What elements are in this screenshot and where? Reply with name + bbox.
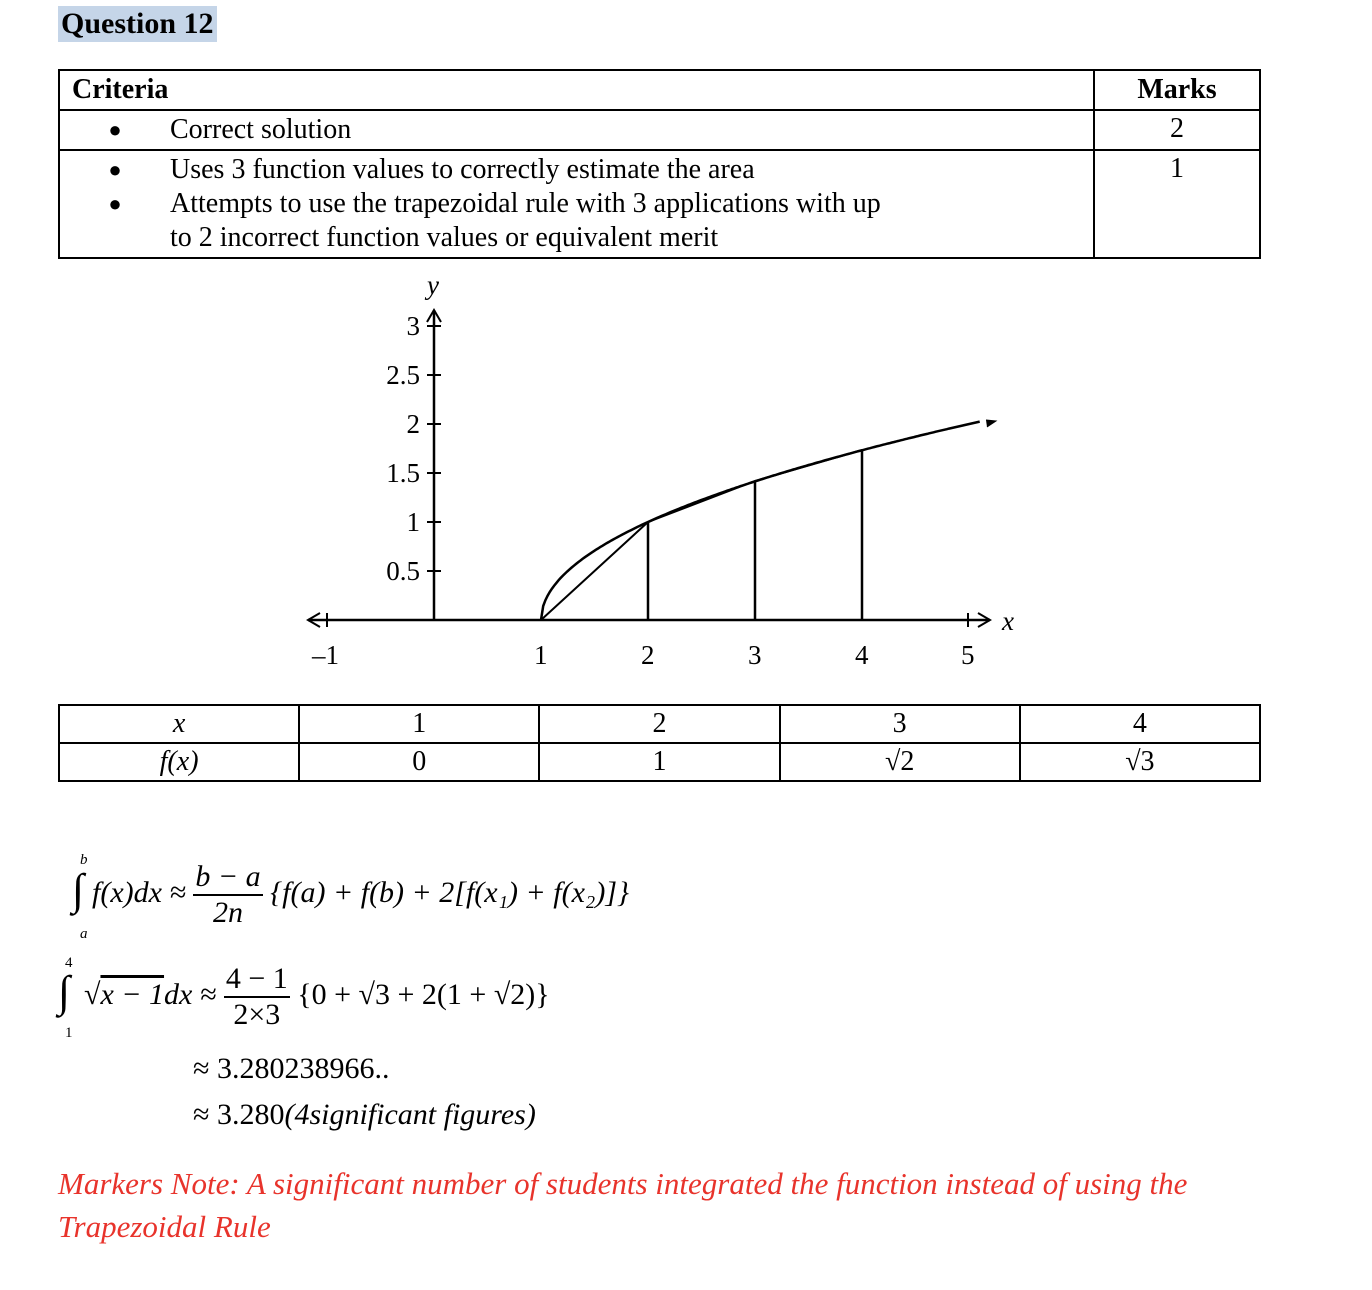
y-tick-label: 2 xyxy=(406,409,420,439)
y-tick-label: 3 xyxy=(406,311,420,341)
y-tick-label: 0.5 xyxy=(386,556,420,586)
x-value: 4 xyxy=(1020,705,1260,743)
x-tick-label: 1 xyxy=(534,640,548,670)
criteria-text: Attempts to use the trapezoidal rule with 3 applications with up to 2 incorrect function values or equivalent merit xyxy=(170,188,881,253)
x-row-label: x xyxy=(59,705,299,743)
x-tick-label: 3 xyxy=(748,640,762,670)
criteria-text: Uses 3 function values to correctly estimate the area xyxy=(170,154,755,185)
app-fraction-denominator: 2×3 xyxy=(233,998,281,1031)
fx-value: √3 xyxy=(1020,743,1260,781)
rule-integrand: f(x)dx ≈ xyxy=(92,875,186,909)
result-line: ≈ 3.280238966.. xyxy=(193,1052,390,1085)
x-tick-label: –1 xyxy=(312,640,339,670)
y-tick-label: 1 xyxy=(406,507,420,537)
fx-values-row xyxy=(59,743,1260,781)
trapezoid-chords xyxy=(541,450,862,620)
app-integrand-root: x − 1 xyxy=(100,977,165,1011)
criteria-cell xyxy=(59,110,1094,150)
app-rhs: {0 + √3 + 2(1 + √2)} xyxy=(297,977,550,1011)
fx-row-label: f(x) xyxy=(59,743,299,781)
y-tick-label: 2.5 xyxy=(386,360,420,390)
x-axis-label: x xyxy=(1002,606,1014,636)
app-lower-limit: 1 xyxy=(65,1025,73,1041)
markers-note: Markers Note: A significant number of students integrated the function instead of using the Trapezoidal Rule xyxy=(58,1166,1188,1244)
fx-value: √2 xyxy=(780,743,1020,781)
rounding-note: (4significant figures) xyxy=(284,1098,536,1131)
x-tick-label: 5 xyxy=(961,640,975,670)
app-upper-limit: 4 xyxy=(65,955,73,971)
criteria-row xyxy=(59,150,1260,258)
app-dx: dx ≈ xyxy=(164,977,217,1011)
criteria-column-header: Criteria xyxy=(59,70,1094,110)
criteria-cell xyxy=(59,150,1094,258)
rule-lower-limit: a xyxy=(80,926,88,942)
rule-fraction-denominator: 2n xyxy=(213,896,244,929)
y-tick-label: 1.5 xyxy=(386,458,420,488)
rule-rhs: {f(a) + f(b) + 2[f(x₁) + f(x₂)]} xyxy=(270,875,629,909)
function-values-table xyxy=(58,704,1261,782)
marks-column-header: Marks xyxy=(1094,70,1260,110)
integral-sign-icon: ∫ xyxy=(58,967,71,1016)
trapezoidal-application xyxy=(84,962,550,1032)
fx-value: 0 xyxy=(299,743,539,781)
criteria-item xyxy=(60,187,1093,255)
app-fraction-numerator: 4 − 1 xyxy=(224,962,290,998)
question-heading: Question 12 xyxy=(58,6,217,42)
x-tick-label: 2 xyxy=(641,640,655,670)
rounded-value: ≈ 3.280 xyxy=(193,1098,285,1131)
trapezoid-graph xyxy=(290,270,1030,680)
criteria-header-row xyxy=(59,70,1260,110)
x-values-row xyxy=(59,705,1260,743)
curve-arrow-icon xyxy=(986,420,996,427)
app-fraction xyxy=(224,962,290,1032)
bullet-icon: ● xyxy=(108,191,122,216)
bullet-icon: ● xyxy=(108,157,122,182)
criteria-table xyxy=(58,69,1261,259)
bullet-icon: ● xyxy=(108,117,122,142)
rule-fraction-numerator: b − a xyxy=(193,860,262,896)
integral-sign-icon: ∫ xyxy=(72,865,85,914)
criteria-item xyxy=(60,113,1093,147)
fx-value: 1 xyxy=(539,743,779,781)
sqrt-icon: √ xyxy=(84,977,101,1011)
rounded-result-line xyxy=(193,1098,536,1132)
y-axis-label: y xyxy=(427,270,439,300)
mark-value: 1 xyxy=(1094,150,1260,258)
x-tick-label: 4 xyxy=(855,640,869,670)
trapezoidal-rule-formula xyxy=(92,860,629,930)
mark-value: 2 xyxy=(1094,110,1260,150)
rule-upper-limit: b xyxy=(80,852,88,868)
sqrt-curve xyxy=(541,422,980,620)
criteria-row xyxy=(59,110,1260,150)
x-value: 2 xyxy=(539,705,779,743)
x-value: 3 xyxy=(780,705,1020,743)
rule-fraction xyxy=(193,860,262,930)
x-value: 1 xyxy=(299,705,539,743)
criteria-text: Correct solution xyxy=(170,114,352,145)
criteria-item xyxy=(60,153,1093,187)
